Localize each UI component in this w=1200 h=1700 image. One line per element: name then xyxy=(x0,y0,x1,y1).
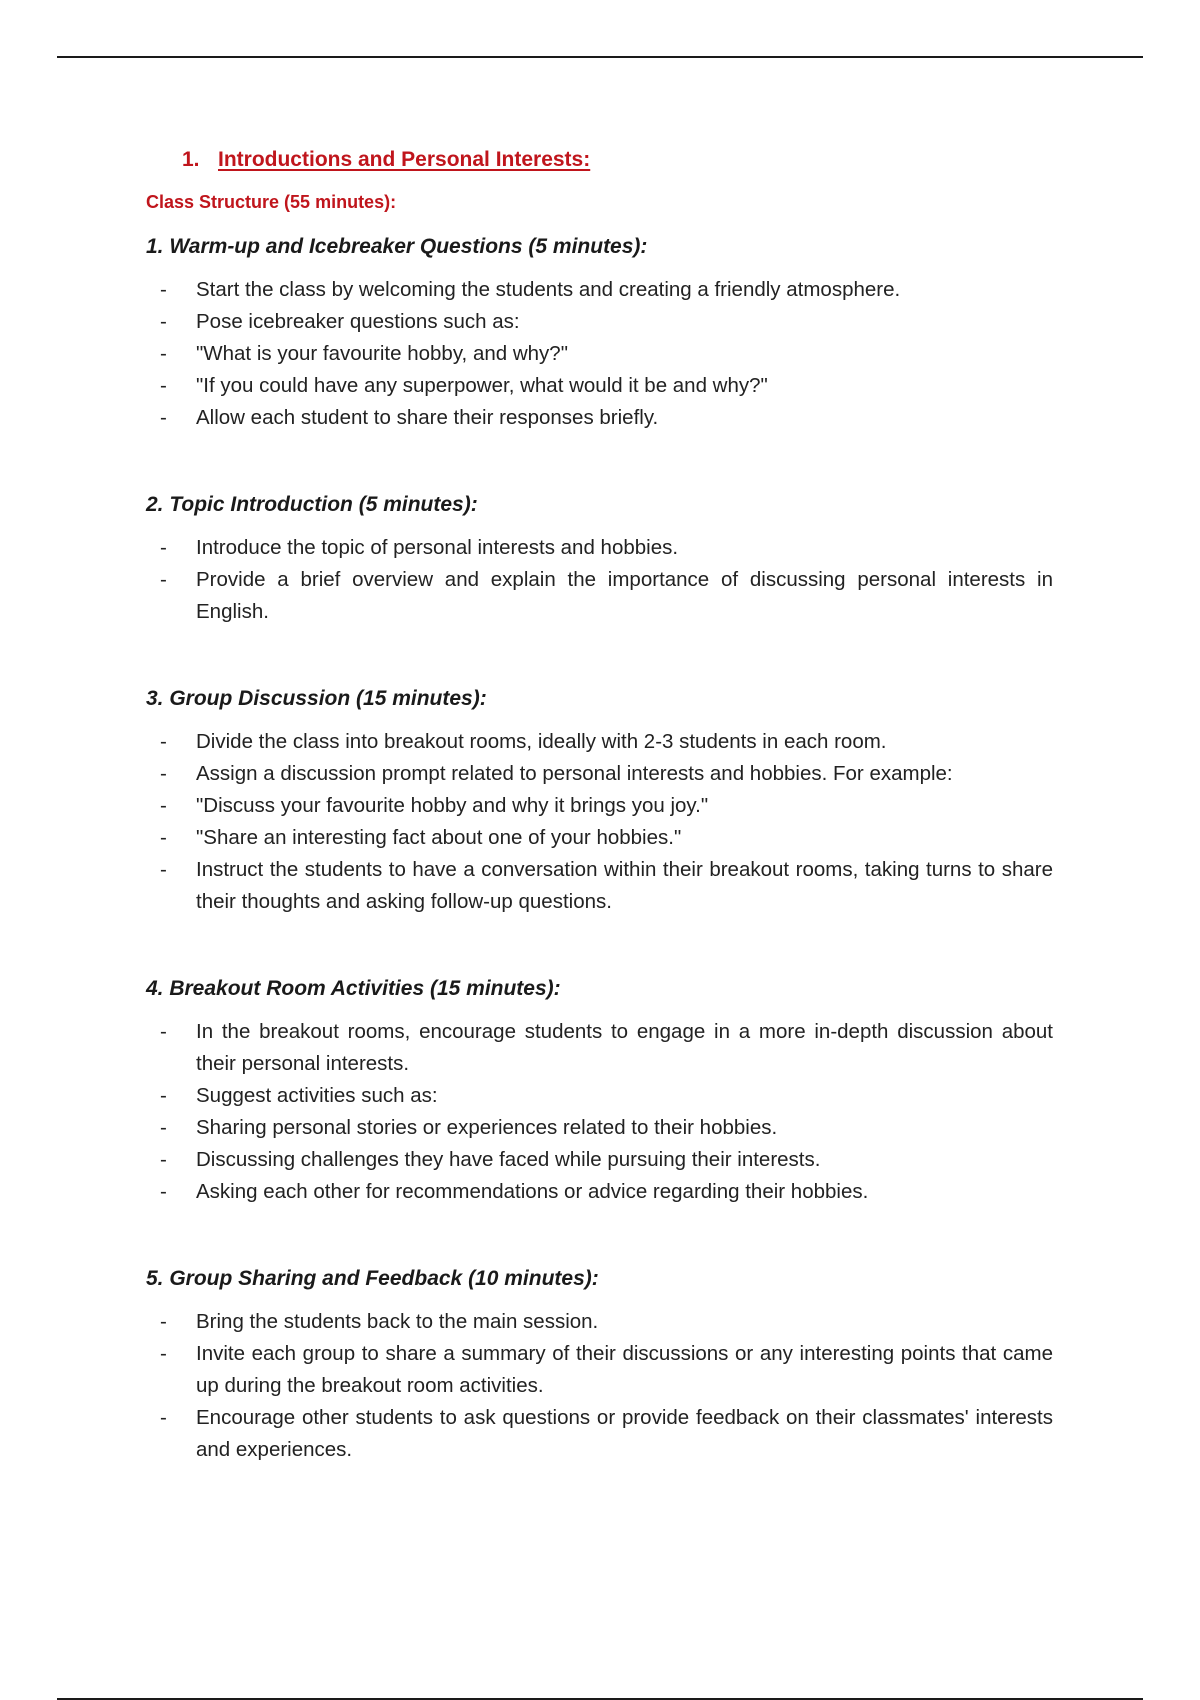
section-heading: 5. Group Sharing and Feedback (10 minutes): xyxy=(146,1267,599,1290)
list-item-text: Sharing personal stories or experiences related to their hobbies. xyxy=(196,1116,778,1139)
section-2 xyxy=(146,488,1053,628)
list-item-text: Instruct the students to have a conversation within their breakout rooms, taking turns to share their thoughts and asking follow-up questions. xyxy=(196,858,1053,913)
list-item xyxy=(146,1402,1053,1466)
list-item-text: Assign a discussion prompt related to personal interests and hobbies. For example: xyxy=(196,762,953,785)
list-item xyxy=(146,1144,1053,1176)
bullet-dash: - xyxy=(160,1406,167,1429)
list-item xyxy=(146,822,1053,854)
list-item xyxy=(146,1338,1053,1402)
title-number: 1. xyxy=(182,148,200,171)
list-item xyxy=(146,758,1053,790)
bullet-dash: - xyxy=(160,794,167,817)
section-heading: 1. Warm-up and Icebreaker Questions (5 minutes): xyxy=(146,235,648,258)
list-item-text: Allow each student to share their responses briefly. xyxy=(196,406,659,429)
bullet-dash: - xyxy=(160,826,167,849)
list-item xyxy=(146,306,1053,338)
list-item-text: Introduce the topic of personal interests and hobbies. xyxy=(196,536,679,559)
bullet-dash: - xyxy=(160,310,167,333)
list-item xyxy=(146,1112,1053,1144)
list-item xyxy=(146,1016,1053,1080)
bullet-dash: - xyxy=(160,1310,167,1333)
bullet-dash: - xyxy=(160,278,167,301)
list-item-text: Start the class by welcoming the students and creating a friendly atmosphere. xyxy=(196,278,901,301)
list-item-text: In the breakout rooms, encourage students to engage in a more in-depth discussion about their personal interests. xyxy=(196,1020,1053,1075)
list-item-text: Suggest activities such as: xyxy=(196,1084,438,1107)
bullet-dash: - xyxy=(160,762,167,785)
bullet-dash: - xyxy=(160,568,167,591)
bullet-dash: - xyxy=(160,1180,167,1203)
list-item xyxy=(146,370,1053,402)
document-body xyxy=(146,140,1053,1466)
bullet-dash: - xyxy=(160,1084,167,1107)
list-item xyxy=(146,1080,1053,1112)
section-3 xyxy=(146,682,1053,918)
bullet-dash: - xyxy=(160,858,167,881)
list-item xyxy=(146,854,1053,918)
top-rule xyxy=(57,56,1143,58)
bullet-dash: - xyxy=(160,1148,167,1171)
bullet-dash: - xyxy=(160,1342,167,1365)
list-item xyxy=(146,402,1053,434)
list-item xyxy=(146,1176,1053,1208)
section-heading: 4. Breakout Room Activities (15 minutes): xyxy=(146,977,561,1000)
list-item-text: Divide the class into breakout rooms, ideally with 2-3 students in each room. xyxy=(196,730,887,753)
list-item-text: "What is your favourite hobby, and why?" xyxy=(196,342,568,365)
list-item xyxy=(146,1306,1053,1338)
list-item-text: "Discuss your favourite hobby and why it brings you joy." xyxy=(196,794,709,817)
section-heading: 2. Topic Introduction (5 minutes): xyxy=(146,493,478,516)
sections-container xyxy=(146,230,1053,1466)
document-title xyxy=(182,140,1053,180)
bullet-list xyxy=(146,726,1053,918)
list-item-text: Asking each other for recommendations or advice regarding their hobbies. xyxy=(196,1180,869,1203)
bullet-dash: - xyxy=(160,406,167,429)
list-item xyxy=(146,338,1053,370)
bullet-dash: - xyxy=(160,374,167,397)
bullet-list xyxy=(146,1306,1053,1466)
bullet-dash: - xyxy=(160,1020,167,1043)
class-structure-label: Class Structure (55 minutes): xyxy=(146,192,397,212)
bullet-dash: - xyxy=(160,536,167,559)
list-item xyxy=(146,726,1053,758)
list-item-text: Provide a brief overview and explain the importance of discussing personal interests in English. xyxy=(196,568,1053,623)
bullet-list xyxy=(146,274,1053,434)
list-item xyxy=(146,532,1053,564)
list-item-text: "Share an interesting fact about one of your hobbies." xyxy=(196,826,682,849)
list-item-text: Discussing challenges they have faced while pursuing their interests. xyxy=(196,1148,821,1171)
list-item-text: Invite each group to share a summary of their discussions or any interesting points that came up during the breakout room activities. xyxy=(196,1342,1053,1397)
bullet-dash: - xyxy=(160,1116,167,1139)
bullet-dash: - xyxy=(160,730,167,753)
section-1 xyxy=(146,230,1053,434)
list-item xyxy=(146,790,1053,822)
section-5 xyxy=(146,1262,1053,1466)
list-item xyxy=(146,564,1053,628)
title-text: Introductions and Personal Interests: xyxy=(218,148,591,171)
list-item-text: "If you could have any superpower, what would it be and why?" xyxy=(196,374,768,397)
bullet-dash: - xyxy=(160,342,167,365)
list-item xyxy=(146,274,1053,306)
bullet-list xyxy=(146,1016,1053,1208)
list-item-text: Pose icebreaker questions such as: xyxy=(196,310,520,333)
section-heading: 3. Group Discussion (15 minutes): xyxy=(146,687,487,710)
list-item-text: Bring the students back to the main session. xyxy=(196,1310,599,1333)
bullet-list xyxy=(146,532,1053,628)
section-4 xyxy=(146,972,1053,1208)
list-item-text: Encourage other students to ask questions or provide feedback on their classmates' interests and experiences. xyxy=(196,1406,1053,1461)
